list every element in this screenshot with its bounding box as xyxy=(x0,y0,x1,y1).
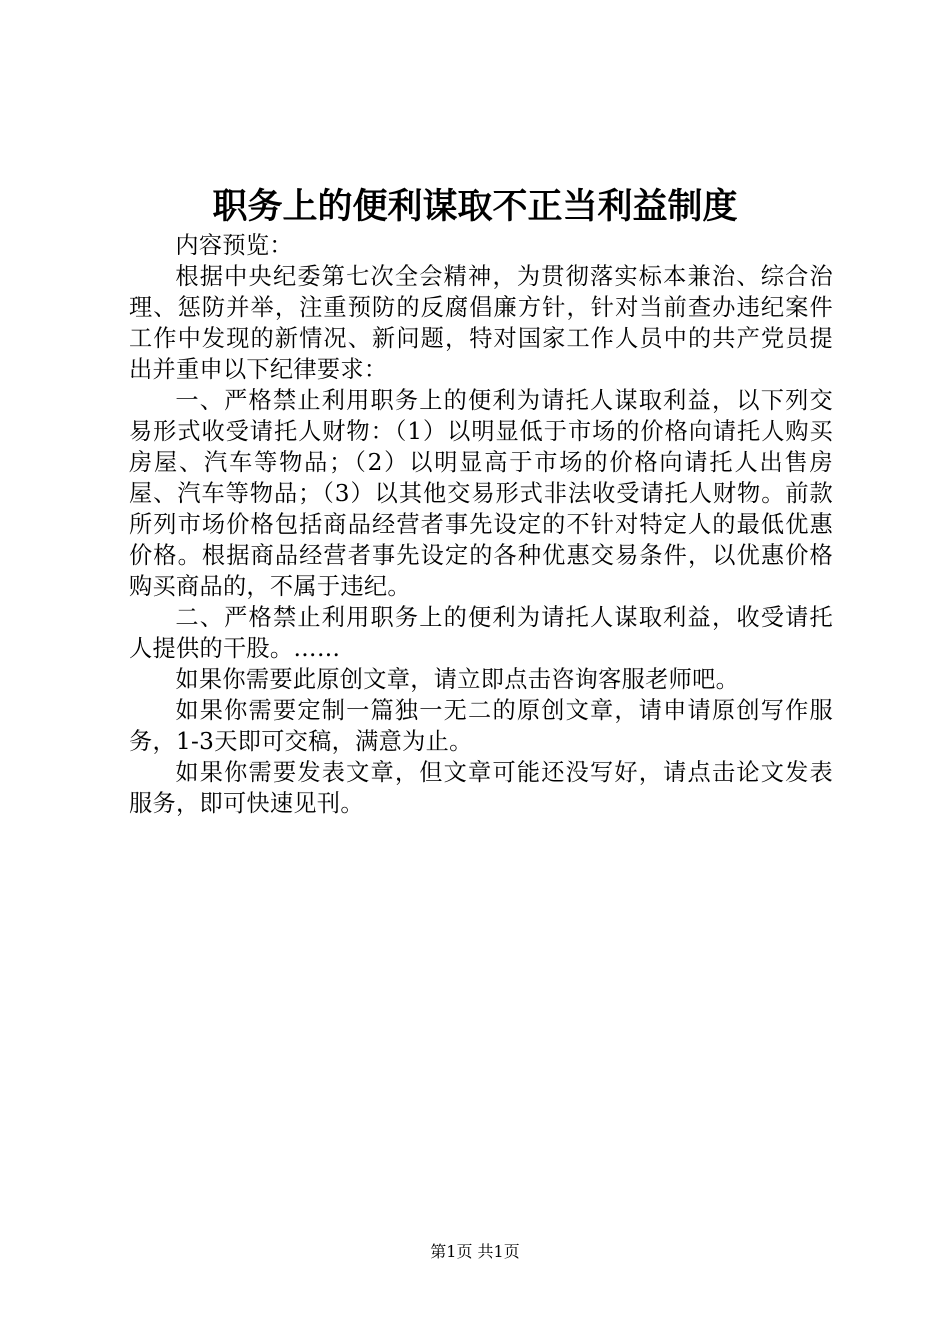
publication-service-paragraph: 如果你需要发表文章，但文章可能还没写好，请点击论文发表服务，即可快速见刊。 xyxy=(129,759,833,817)
rule-one-paragraph: 一、严格禁止利用职务上的便利为请托人谋取利益，以下列交易形式收受请托人财物：（1）以明显低于市场的价格向请托人购买房屋、汽车等物品；（2）以明显高于市场的价格向请托人出售房屋、汽车等物品；（3）以其他交易形式非法收受请托人财物。前款所列市场价格包括商品经营者事先设定的不针对特定人的最低优惠价格。根据商品经营者事先设定的各种优惠交易条件，以优惠价格购买商品的，不属于违纪。 xyxy=(129,387,833,600)
preview-label: 内容预览： xyxy=(175,232,293,259)
document-title: 职务上的便利谋取不正当利益制度 xyxy=(212,186,738,227)
document-body xyxy=(129,230,833,819)
original-article-paragraph: 如果你需要此原创文章，请立即点击咨询客服老师吧。 xyxy=(175,666,740,693)
rule-two-paragraph: 二、严格禁止利用职务上的便利为请托人谋取利益，收受请托人提供的干股。…… xyxy=(129,604,833,662)
custom-writing-paragraph: 如果你需要定制一篇独一无二的原创文章，请申请原创写作服务，1-3天即可交稿，满意为止。 xyxy=(129,697,833,755)
intro-paragraph: 根据中央纪委第七次全会精神，为贯彻落实标本兼治、综合治理、惩防并举，注重预防的反腐倡廉方针，针对当前查办违纪案件工作中发现的新情况、新问题，特对国家工作人员中的共产党员提出并重申以下纪律要求： xyxy=(129,263,833,383)
page-footer: 第1页 共1页 xyxy=(430,1242,520,1261)
